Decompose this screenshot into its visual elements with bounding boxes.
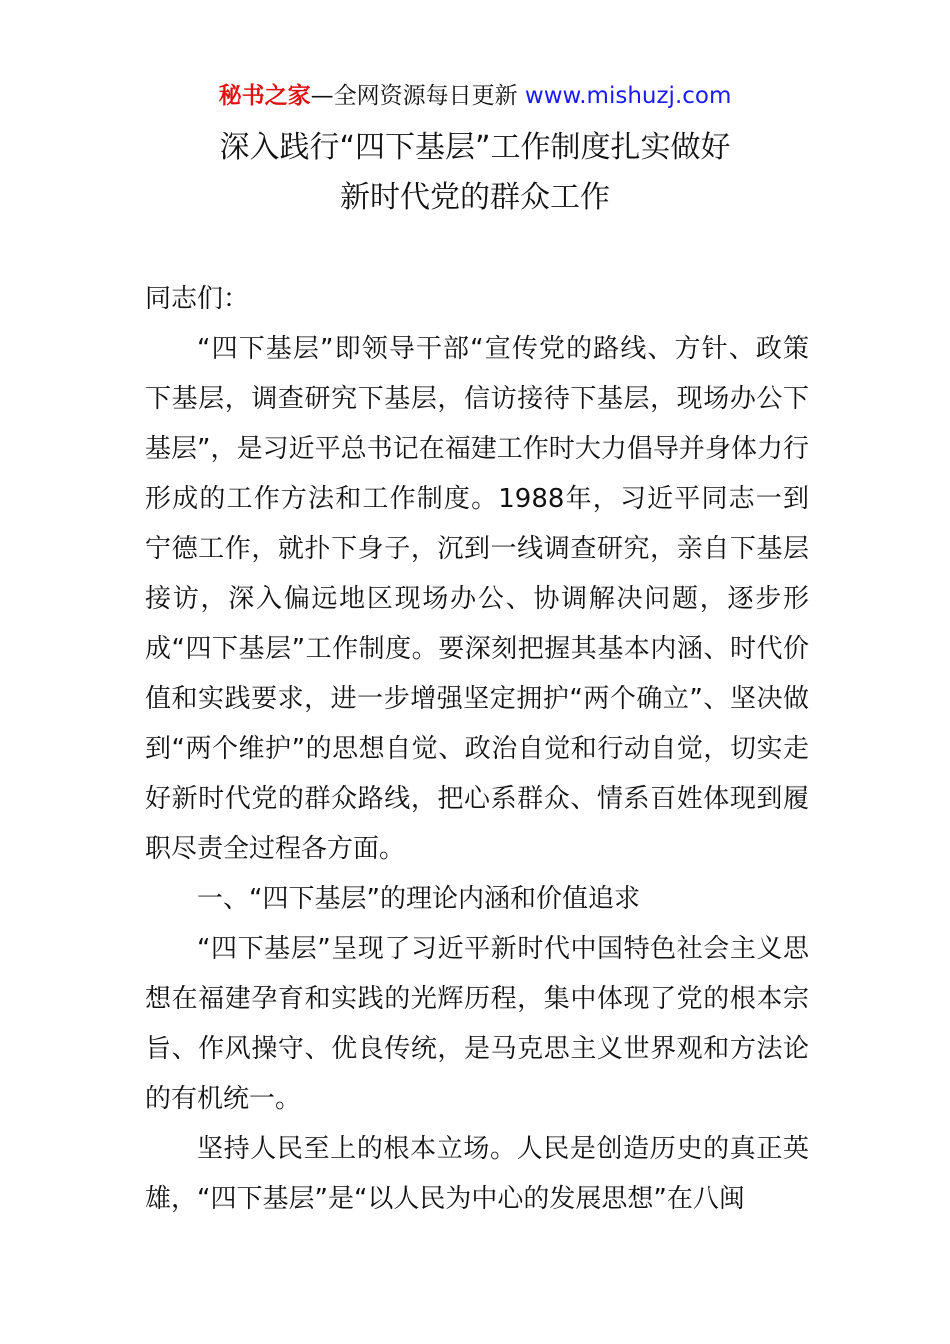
document-title-line-1: 深入践行“四下基层”工作制度扎实做好 — [219, 130, 731, 165]
site-tagline: —全网资源每日更新 — [310, 83, 518, 109]
paragraph-section-1: “四下基层”呈现了习近平新时代中国特色社会主义思想在福建孕育和实践的光辉历程，集中体现了党的根本宗旨、作风操守、优良传统，是马克思主义世界观和方法论的有机统一。 — [145, 934, 809, 1114]
site-brand[interactable]: 秘书之家 — [218, 83, 311, 109]
document-title-line-2: 新时代党的群众工作 — [340, 180, 610, 215]
site-header — [0, 78, 950, 114]
paragraph-intro: “四下基层”即领导干部“宣传党的路线、方针、政策下基层，调查研究下基层，信访接待下基层，现场办公下基层”，是习近平总书记在福建工作时大力倡导并身体力行形成的工作方法和工作制度。1988年，习近平同志一到宁德工作，就扑下身子，沉到一线调查研究，亲自下基层接访，深入偏远地区现场办公、协调解决问题，逐步形成“四下基层”工作制度。要深刻把握其基本内涵、时代价值和实践要求，进一步增强坚定拥护“两个确立”、坚决做到“两个维护”的思想自觉、政治自觉和行动自觉，切实走好新时代党的群众路线，把心系群众、情系百姓体现到履职尽责全过程各方面。 — [145, 334, 809, 864]
document-body — [145, 274, 809, 1224]
site-url-link[interactable]: www.mishuzj.com — [524, 83, 732, 109]
section-heading-1: 一、“四下基层”的理论内涵和价值追求 — [197, 884, 640, 914]
paragraph-people-first: 坚持人民至上的根本立场。人民是创造历史的真正英雄，“四下基层”是“以人民为中心的发展思想”在八闽 — [145, 1134, 809, 1214]
greeting: 同志们： — [145, 284, 250, 314]
